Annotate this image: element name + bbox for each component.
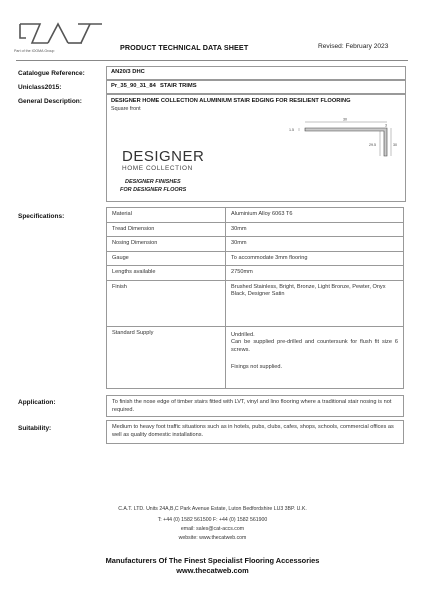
spec-value: 30mm [226, 237, 404, 252]
catalogue-reference-value: AN20/3 DHC [111, 69, 145, 75]
spec-row [107, 222, 404, 237]
spec-name: Standard Supply [107, 326, 226, 388]
header-divider [16, 60, 408, 61]
footer-email: email: sales@cat-accs.com [180, 526, 245, 532]
spec-name: Tread Dimension [107, 222, 226, 237]
dim-left-label: 1.5 [289, 128, 294, 132]
spec-value: To accommodate 3mm flooring [226, 251, 404, 266]
specifications-label: Specifications: [18, 213, 65, 220]
spec-row [107, 251, 404, 266]
spec-name: Finish [107, 280, 226, 326]
supply-undrilled: Undrilled. [231, 331, 255, 338]
catalogue-reference-label: Catalogue Reference: [18, 70, 85, 77]
part-of-group-text: Part of the IOOMA Group [14, 49, 55, 53]
uniclass-code: Pr_35_90_31_84 [111, 83, 156, 89]
spec-name: Lengths available [107, 266, 226, 281]
uniclass-name: STAIR TRIMS [160, 83, 197, 89]
footer-address: C.A.T. LTD. Units 24A,B,C Park Avenue Estate, Luton Bedfordshire LU3 3BP. U.K. [118, 506, 307, 512]
spec-row [107, 266, 404, 281]
footer-url: www.thecatweb.com [176, 566, 249, 575]
designer-home-collection-logo [122, 149, 204, 172]
document-title: PRODUCT TECHNICAL DATA SHEET [120, 43, 249, 52]
profile-drawing [285, 116, 400, 162]
spec-row-supply [107, 326, 404, 388]
supply-predrilled: Can be supplied pre-drilled and countersunk for flush fit size 6 screws. [231, 339, 398, 353]
dim-right-small-label: 3 [385, 123, 387, 128]
cat-logo [18, 18, 104, 48]
spec-row [107, 208, 404, 223]
supply-fixings: Fixings not supplied. [231, 364, 282, 371]
spec-value [226, 326, 404, 388]
specifications-table [106, 207, 404, 389]
dim-right-label: 30 [393, 143, 397, 147]
suitability-text: Medium to heavy foot traffic situations such as in hotels, pubs, clubs, cafes, shops, schools, commercial offices as well as quality domestic installations. [106, 420, 404, 444]
spec-name: Gauge [107, 251, 226, 266]
spec-value: Aluminium Alloy 6063 T6 [226, 208, 404, 223]
footer-website: website: www.thecatweb.com [178, 535, 247, 541]
designer-tagline-2: FOR DESIGNER FLOORS [120, 187, 187, 193]
footer-phone: T: +44 (0) 1582 561500 F: +44 (0) 1582 561900 [157, 517, 268, 523]
application-label: Application: [18, 399, 56, 406]
spec-value: Brushed Stainless, Bright, Bronze, Light Bronze, Pewter, Onyx Black, Designer Satin [226, 280, 404, 326]
designer-tagline-1: DESIGNER FINISHES [125, 179, 181, 185]
designer-logo-sub: HOME COLLECTION [122, 165, 193, 172]
dim-top-label: 30 [343, 117, 347, 122]
suitability-label: Suitability: [18, 425, 52, 432]
general-description-title: DESIGNER HOME COLLECTION ALUMINIUM STAIR EDGING FOR RESILIENT FLOORING [111, 98, 351, 104]
spec-name: Material [107, 208, 226, 223]
designer-logo-word: DESIGNER [122, 148, 205, 165]
footer-tagline: Manufacturers Of The Finest Specialist Flooring Accessories [105, 556, 320, 565]
catalogue-reference-box [106, 66, 406, 80]
spec-row [107, 237, 404, 252]
revised-date: Revised: February 2023 [318, 43, 389, 50]
general-description-subtitle: Square front [111, 106, 141, 112]
spec-value: 2750mm [226, 266, 404, 281]
dim-mid-label: 29.5 [369, 143, 376, 147]
spec-name: Nosing Dimension [107, 237, 226, 252]
application-text: To finish the nose edge of timber stairs fitted with LVT, vinyl and lino flooring where a traditional stair nosing is not required. [106, 395, 404, 417]
spec-value: 30mm [226, 222, 404, 237]
uniclass-label: Uniclass2015: [18, 84, 62, 91]
spec-row [107, 280, 404, 326]
general-description-label: General Description: [18, 98, 82, 105]
